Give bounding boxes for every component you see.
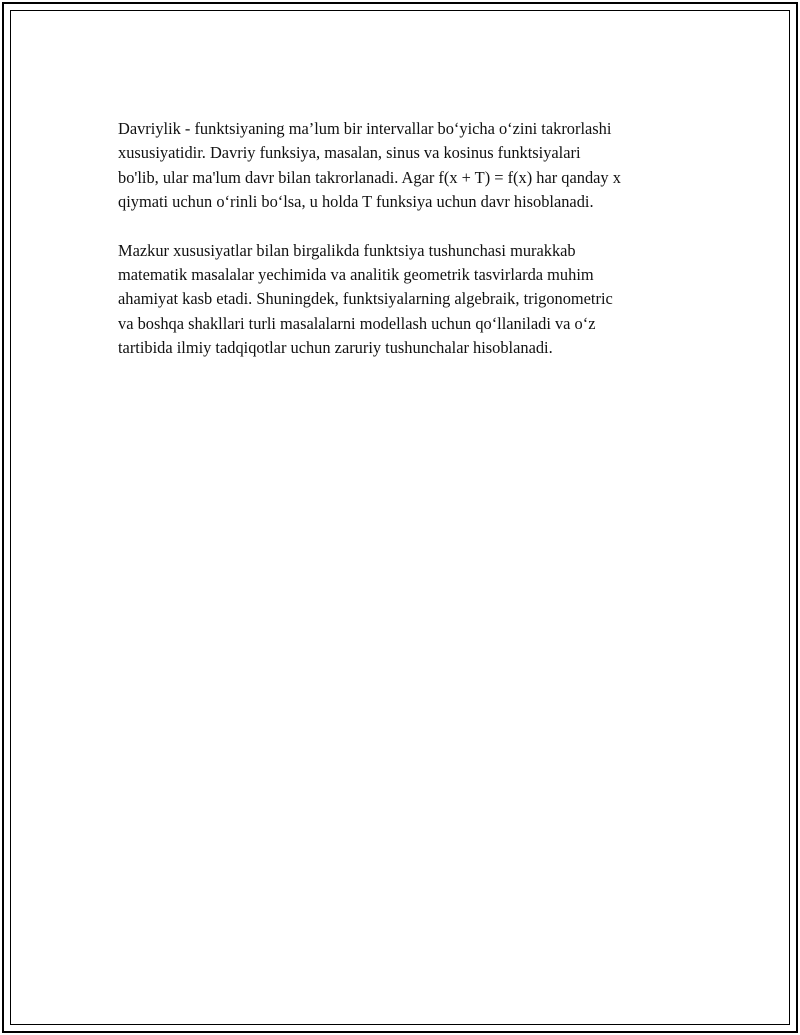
- text-line: va boshqa shakllari turli masalalarni modellash uchun qo‘llaniladi va o‘z: [118, 313, 596, 333]
- document-body: [118, 117, 698, 361]
- text-line: Davriylik - funktsiyaning ma’lum bir intervallar bo‘yicha o‘zini takrorlashi: [118, 119, 612, 138]
- text-line: tartibida ilmiy tadqiqotlar uchun zaruriy tushunchalar hisoblanadi.: [118, 338, 553, 358]
- text-line: matematik masalalar yechimida va analitik geometrik tasvirlarda muhim: [118, 265, 594, 285]
- text-line: qiymati uchun o‘rinli bo‘lsa, u holda T funksiya uchun davr hisoblanadi.: [118, 192, 594, 212]
- paragraph-function-concept: [118, 239, 698, 361]
- text-line: Mazkur xususiyatlar bilan birgalikda funktsiya tushunchasi murakkab: [118, 240, 576, 260]
- paragraph-periodicity: [118, 117, 698, 215]
- text-line: ahamiyat kasb etadi. Shuningdek, funktsiyalarning algebraik, trigonometric: [118, 289, 613, 309]
- text-line: xususiyatidir. Davriy funksiya, masalan, sinus va kosinus funktsiyalari: [118, 143, 581, 163]
- text-line: bo'lib, ular ma'lum davr bilan takrorlanadi. Agar f(x + T) = f(x) har qanday x: [118, 167, 621, 187]
